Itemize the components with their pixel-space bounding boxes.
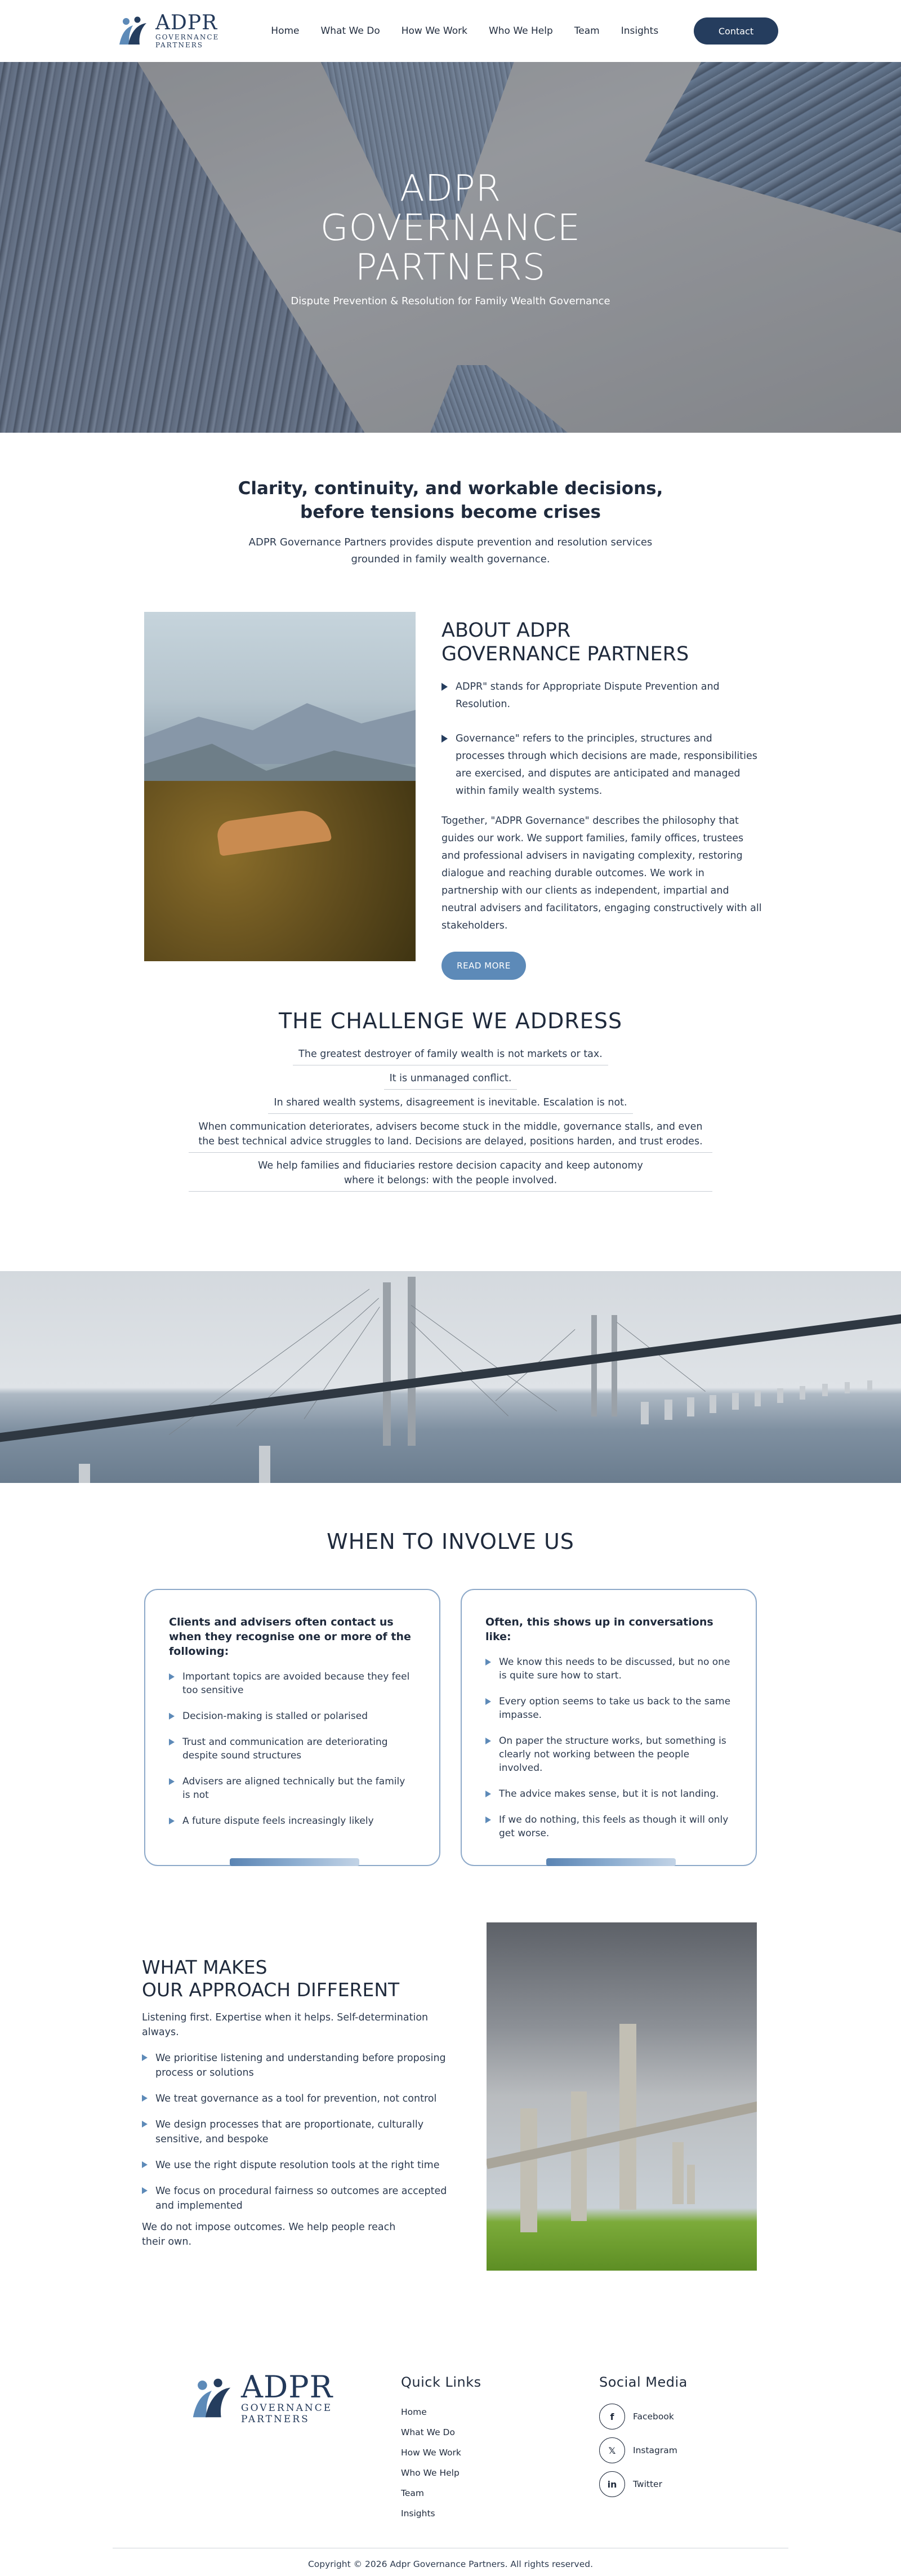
bridge-tower bbox=[571, 2091, 587, 2221]
challenge-line bbox=[189, 1117, 712, 1156]
logo-sub-line2: PARTNERS bbox=[241, 2414, 310, 2425]
about-bullet-text: Governance" refers to the principles, structures and processes through which decisions are made, responsibilities are exercised, and disputes are anticipated and managed within family wealth systems. bbox=[456, 733, 757, 797]
hero-title bbox=[0, 169, 901, 287]
main-nav bbox=[271, 25, 658, 37]
logo-sub-line1: GOVERNANCE bbox=[241, 2402, 333, 2414]
bridge-tower bbox=[687, 2165, 695, 2204]
triangle-bullet-icon bbox=[169, 1673, 175, 1680]
linkedin-icon[interactable]: in bbox=[599, 2471, 625, 2497]
approach-section bbox=[0, 1922, 901, 2348]
about-section bbox=[0, 612, 901, 1006]
hero-title-line1: ADPR bbox=[399, 168, 502, 210]
logo-name: ADPR bbox=[241, 2369, 333, 2405]
about-bullet-list bbox=[441, 678, 762, 800]
list-item bbox=[485, 1787, 732, 1801]
involve-card-signs bbox=[144, 1589, 440, 1866]
card-list bbox=[485, 1655, 732, 1840]
about-title-line2: GOVERNANCE PARTNERS bbox=[441, 643, 689, 665]
challenge-line bbox=[189, 1093, 712, 1117]
list-item bbox=[169, 1709, 416, 1723]
bridge-pylon bbox=[408, 1277, 416, 1446]
approach-item-text: We design processes that are proportionate, culturally sensitive, and bespoke bbox=[155, 2119, 424, 2145]
card-item-text: A future dispute feels increasingly likely bbox=[182, 1815, 374, 1827]
triangle-bullet-icon bbox=[142, 2121, 148, 2128]
challenge-line-text: The greatest destroyer of family wealth is not markets or tax. bbox=[293, 1047, 608, 1065]
site-logo[interactable] bbox=[118, 13, 219, 49]
bridge-pier bbox=[687, 1397, 694, 1416]
footer-link-team[interactable]: Team bbox=[401, 2488, 424, 2498]
footer-link-who-we-help[interactable]: Who We Help bbox=[401, 2468, 460, 2478]
copyright-text: Copyright © 2026 Adpr Governance Partners. All rights reserved. bbox=[307, 2559, 594, 2569]
card-item-text: Every option seems to take us back to the same impasse. bbox=[499, 1696, 731, 1721]
triangle-bullet-icon bbox=[441, 683, 448, 691]
logo-name: ADPR bbox=[155, 11, 218, 34]
footer-link-how-we-work[interactable]: How We Work bbox=[401, 2448, 461, 2458]
card-list bbox=[169, 1670, 416, 1828]
about-bullet-text: ADPR" stands for Appropriate Dispute Prevention and Resolution. bbox=[456, 681, 720, 710]
involve-section bbox=[0, 1483, 901, 1922]
bridge-pier bbox=[755, 1391, 761, 1406]
approach-title-line1: WHAT MAKES bbox=[142, 1956, 267, 1978]
triangle-bullet-icon bbox=[142, 2161, 148, 2168]
bridge-pier bbox=[732, 1393, 739, 1410]
bridge-pier bbox=[867, 1380, 872, 1391]
list-item bbox=[485, 1695, 732, 1722]
bridge-pier bbox=[641, 1402, 649, 1424]
footer-link-insights[interactable]: Insights bbox=[401, 2508, 435, 2519]
hero-title-line3: PARTNERS bbox=[355, 247, 546, 288]
nav-item-what-we-do[interactable]: What We Do bbox=[320, 25, 380, 37]
x-icon[interactable]: 𝕏 bbox=[599, 2437, 625, 2463]
list-item bbox=[142, 2158, 457, 2173]
intro-section bbox=[0, 433, 901, 612]
list-item bbox=[142, 2051, 457, 2080]
bridge-pier bbox=[777, 1388, 783, 1403]
list-item bbox=[485, 1655, 732, 1682]
bridge-tower bbox=[619, 2024, 636, 2210]
logo-sub-line2: PARTNERS bbox=[155, 41, 203, 49]
approach-bridge-image bbox=[487, 1922, 757, 2271]
triangle-bullet-icon bbox=[142, 2054, 148, 2061]
triangle-bullet-icon bbox=[485, 1698, 491, 1705]
list-item bbox=[441, 678, 762, 713]
social-facebook[interactable] bbox=[599, 2404, 688, 2430]
involve-title: WHEN TO INVOLVE US bbox=[327, 1529, 574, 1554]
triangle-bullet-icon bbox=[169, 1818, 175, 1824]
about-title-line1: ABOUT ADPR bbox=[441, 619, 571, 642]
card-heading: Often, this shows up in conversations like: bbox=[485, 1616, 713, 1643]
challenge-line-text: We help families and fiduciaries restore decision capacity and keep autonomy where it belongs: with the people involved. bbox=[189, 1158, 712, 1192]
bridge-pier bbox=[664, 1400, 672, 1420]
social-label: Facebook bbox=[633, 2411, 674, 2422]
bridge-banner-image bbox=[0, 1271, 901, 1483]
approach-item-text: We use the right dispute resolution tools at the right time bbox=[155, 2160, 440, 2171]
about-title bbox=[441, 619, 762, 666]
approach-list bbox=[142, 2051, 457, 2213]
bridge-deck bbox=[0, 1313, 901, 1444]
bridge-cable bbox=[304, 1307, 380, 1419]
forest-area bbox=[144, 781, 416, 961]
about-mountain-image bbox=[144, 612, 416, 961]
approach-intro: Listening first. Expertise when it helps. Self-determination always. bbox=[142, 2012, 429, 2038]
bridge-pier bbox=[259, 1446, 270, 1483]
social-instagram[interactable] bbox=[599, 2437, 688, 2463]
nav-item-insights[interactable]: Insights bbox=[621, 25, 659, 37]
list-item bbox=[485, 1734, 732, 1775]
card-item-text: Trust and communication are deteriorating despite sound structures bbox=[182, 1736, 388, 1761]
nav-item-home[interactable]: Home bbox=[271, 25, 300, 37]
challenge-line-text: It is unmanaged conflict. bbox=[384, 1071, 518, 1090]
logo-mark-icon bbox=[118, 16, 148, 46]
bridge-pylon bbox=[612, 1315, 617, 1416]
bridge-pier bbox=[822, 1384, 828, 1396]
involve-card-conversations bbox=[461, 1589, 757, 1866]
list-item bbox=[169, 1670, 416, 1697]
challenge-line bbox=[189, 1156, 712, 1195]
card-item-text: If we do nothing, this feels as though it will only get worse. bbox=[499, 1814, 729, 1839]
contact-button[interactable]: Contact bbox=[694, 17, 778, 45]
bridge-tower bbox=[520, 2108, 537, 2232]
bridge-tower bbox=[672, 2142, 684, 2204]
facebook-icon[interactable]: f bbox=[599, 2404, 625, 2430]
nav-item-team[interactable]: Team bbox=[574, 25, 600, 37]
logo-sub-line1: GOVERNANCE bbox=[155, 33, 220, 41]
list-item bbox=[142, 2117, 457, 2147]
approach-text bbox=[142, 1922, 457, 2348]
footer-link-home[interactable]: Home bbox=[401, 2407, 427, 2417]
approach-title-line2: OUR APPROACH DIFFERENT bbox=[142, 1979, 400, 2001]
triangle-bullet-icon bbox=[485, 1816, 491, 1823]
triangle-bullet-icon bbox=[142, 2187, 148, 2194]
approach-item-text: We treat governance as a tool for prevention, not control bbox=[155, 2093, 437, 2104]
triangle-bullet-icon bbox=[441, 735, 448, 743]
approach-outro: We do not impose outcomes. We help people reach their own. bbox=[142, 2222, 396, 2248]
involve-cards bbox=[0, 1589, 901, 1866]
card-item-text: On paper the structure works, but something is clearly not working between the people involved. bbox=[499, 1735, 726, 1774]
quick-links-title: Quick Links bbox=[401, 2374, 481, 2390]
challenge-lines bbox=[189, 1045, 712, 1195]
approach-item-text: We focus on procedural fairness so outcomes are accepted and implemented bbox=[155, 2186, 447, 2211]
triangle-bullet-icon bbox=[142, 2095, 148, 2102]
hero-title-line2: GOVERNANCE bbox=[320, 207, 581, 249]
social-twitter[interactable] bbox=[599, 2471, 688, 2497]
about-text bbox=[441, 612, 762, 1006]
list-item bbox=[441, 730, 762, 800]
card-item-text: Important topics are avoided because they feel too sensitive bbox=[182, 1671, 410, 1696]
triangle-bullet-icon bbox=[169, 1778, 175, 1785]
triangle-bullet-icon bbox=[485, 1738, 491, 1744]
challenge-section bbox=[0, 1006, 901, 1271]
social-label: Instagram bbox=[633, 2445, 677, 2455]
bridge-pier bbox=[710, 1395, 716, 1413]
intro-heading: Clarity, continuity, and workable decisions, before tensions become crises bbox=[238, 478, 663, 522]
challenge-title: THE CHALLENGE WE ADDRESS bbox=[278, 1009, 623, 1033]
card-accent-bar bbox=[230, 1858, 359, 1866]
approach-item-text: We prioritise listening and understanding before proposing process or solutions bbox=[155, 2053, 446, 2078]
nav-item-who-we-help[interactable]: Who We Help bbox=[488, 25, 553, 37]
site-header bbox=[0, 0, 901, 62]
card-item-text: Decision-making is stalled or polarised bbox=[182, 1711, 368, 1722]
read-more-button[interactable]: READ MORE bbox=[441, 952, 526, 980]
challenge-line-text: In shared wealth systems, disagreement is inevitable. Escalation is not. bbox=[268, 1095, 632, 1114]
about-paragraph: Together, "ADPR Governance" describes the philosophy that guides our work. We support families, family offices, trustees and professional advisers in navigating complexity, restoring dialogue and reaching durable outcomes. We work in partnership with our clients as independent, impartial and neutral advisers and facilitators, engaging constructively with all stakeholders. bbox=[441, 815, 762, 931]
footer-link-what-we-do[interactable]: What We Do bbox=[401, 2427, 455, 2437]
challenge-line-text: When communication deteriorates, advisers become stuck in the middle, governance stalls, and even the best technical advice struggles to land. Decisions are delayed, positions harden, and trust erodes. bbox=[189, 1120, 712, 1153]
card-item-text: The advice makes sense, but it is not landing. bbox=[499, 1788, 719, 1800]
list-item bbox=[142, 2184, 457, 2213]
site-footer bbox=[0, 2348, 901, 2576]
hero-section bbox=[0, 62, 901, 433]
social-title: Social Media bbox=[599, 2374, 688, 2390]
bridge-pylon bbox=[383, 1282, 391, 1446]
footer-social bbox=[599, 2374, 688, 2497]
list-item bbox=[142, 2091, 457, 2106]
card-item-text: Advisers are aligned technically but the family is not bbox=[182, 1776, 405, 1801]
footer-quick-links bbox=[401, 2374, 481, 2519]
list-item bbox=[169, 1814, 416, 1828]
triangle-bullet-icon bbox=[485, 1791, 491, 1797]
triangle-bullet-icon bbox=[169, 1739, 175, 1746]
logo-mark-icon bbox=[191, 2378, 232, 2419]
card-accent-bar bbox=[546, 1858, 676, 1866]
bridge-pylon bbox=[591, 1315, 597, 1416]
hero-content bbox=[0, 169, 901, 307]
card-heading: Clients and advisers often contact us when they recognise one or more of the following: bbox=[169, 1616, 411, 1658]
list-item bbox=[169, 1735, 416, 1762]
challenge-line bbox=[189, 1045, 712, 1069]
triangle-bullet-icon bbox=[485, 1659, 491, 1665]
challenge-line bbox=[189, 1069, 712, 1093]
bridge-pier bbox=[800, 1386, 805, 1400]
list-item bbox=[169, 1775, 416, 1802]
social-label: Twitter bbox=[633, 2479, 662, 2489]
approach-title bbox=[142, 1956, 457, 2001]
bridge-pier bbox=[79, 1464, 90, 1483]
footer-logo[interactable] bbox=[191, 2369, 333, 2425]
bridge-pier bbox=[845, 1382, 850, 1393]
list-item bbox=[485, 1813, 732, 1840]
nav-item-how-we-work[interactable]: How We Work bbox=[401, 25, 467, 37]
card-item-text: We know this needs to be discussed, but no one is quite sure how to start. bbox=[499, 1656, 730, 1681]
intro-body: ADPR Governance Partners provides dispute prevention and resolution services grounded in family wealth governance. bbox=[248, 536, 653, 565]
bridge-cable bbox=[411, 1305, 557, 1411]
triangle-bullet-icon bbox=[169, 1713, 175, 1720]
hero-subtitle: Dispute Prevention & Resolution for Family Wealth Governance bbox=[291, 295, 610, 307]
